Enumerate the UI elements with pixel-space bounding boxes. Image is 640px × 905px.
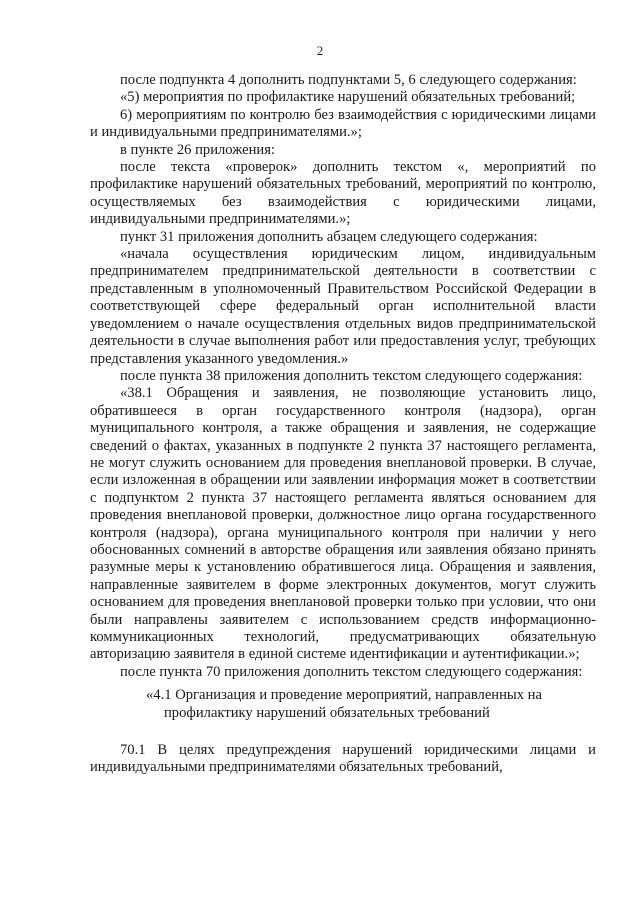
section-heading-line: «4.1 Организация и проведение мероприятий, направленных на: [146, 687, 542, 704]
paragraph: после пункта 38 приложения дополнить текстом следующего содержания:: [120, 367, 583, 384]
page-number: 2: [316, 43, 324, 58]
section-heading-line: профилактику нарушений обязательных требований: [164, 704, 490, 721]
paragraph: «начала осуществления юридическим лицом, индивидуальным предпринимателем предпринимательской деятельности в соответствии с представленным в уполномоченный Правительством Российской Федерации в соответствующей сфере федеральный орган исполнительной власти уведомлением о начале осуществления отдельных видов предпринимательской деятельности в случае выполнения работ или предоставления услуг, требующих представления указанного уведомления.»: [90, 246, 596, 367]
paragraph: «5) мероприятия по профилактике нарушений обязательных требований;: [120, 89, 576, 106]
paragraph: 70.1 В целях предупреждения нарушений юридическими лицами и индивидуальными предпринимателями обязательных требований,: [90, 742, 596, 776]
section-heading: [90, 687, 596, 722]
paragraph: пункт 31 приложения дополнить абзацем следующего содержания:: [120, 228, 538, 245]
paragraph: после подпункта 4 дополнить подпунктами 5, 6 следующего содержания:: [120, 72, 577, 88]
document-body: [90, 70, 596, 777]
paragraph: 6) мероприятиям по контролю без взаимодействия с юридическими лицами и индивидуальными предпринимателями.»;: [90, 106, 596, 141]
paragraph: «38.1 Обращения и заявления, не позволяющие установить лицо, обратившееся в орган государственного контроля (надзора), орган муниципального контроля, а также обращения и заявления, не содержащие сведений о фактах, указанных в подпункте 2 пункта 37 настоящего регламента, не могут служить основанием для проведения внеплановой проверки. В случае, если изложенная в обращении или заявлении информация может в соответствии с подпунктом 2 пункта 37 настоящего регламента являться основанием для проведения внеплановой проверки, должностное лицо органа государственного контроля (надзора), органа муниципального контроля при наличии у него обоснованных сомнений в авторстве обращения или заявления обязано принять разумные меры к установлению обратившегося лица. Обращения и заявления, направленные заявителем в форме электронных документов, могут служить основанием для проведения внеплановой проверки только при условии, что они были направлены заявителем с использованием средств информационно-коммуникационных технологий, предусматривающих обязательную авторизацию заявителя в единой системе идентификации и аутентификации.»;: [90, 385, 596, 663]
paragraph: после текста «проверок» дополнить текстом «, мероприятий по профилактике нарушений обязательных требований, мероприятий по контролю, осуществляемых без взаимодействия с юридическими лицами, индивидуальными предпринимателями.»;: [90, 159, 596, 228]
paragraph: после пункта 70 приложения дополнить текстом следующего содержания:: [120, 663, 583, 680]
paragraph: в пункте 26 приложения:: [120, 141, 275, 158]
